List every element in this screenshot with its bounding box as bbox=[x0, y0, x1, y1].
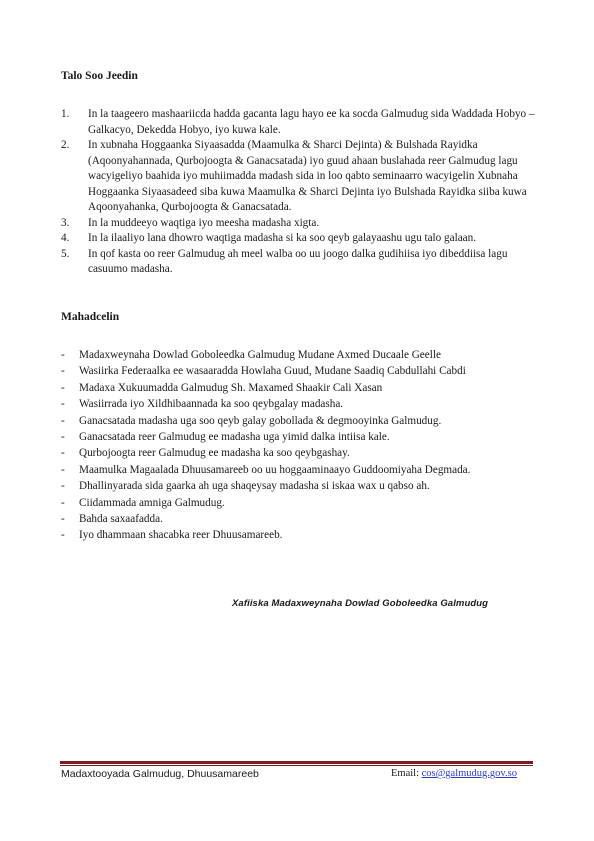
acknowledgements-list bbox=[61, 347, 536, 544]
list-item bbox=[61, 107, 536, 138]
item-text: Wasiirrada iyo Xildhibaannada ka soo qeybgalay madasha. bbox=[79, 398, 344, 411]
dash-bullet: - bbox=[61, 480, 65, 493]
item-text: Iyo dhammaan shacabka reer Dhuusamareeb. bbox=[79, 529, 283, 542]
section-title-acknowledgements: Mahadcelin bbox=[61, 311, 120, 323]
item-text: In la ilaaliyo lana dhowro waqtiga madasha si ka soo qeyb galayaashu ugu talo galaan. bbox=[88, 232, 477, 244]
footer-divider bbox=[60, 761, 533, 764]
email-link[interactable]: cos@galmudug.gov.so bbox=[421, 768, 517, 779]
item-text: Maamulka Magaalada Dhuusamareeb oo uu hoggaaminaayo Guddoomiyaha Degmada. bbox=[79, 463, 471, 476]
item-text: In la taageero mashaariicda hadda gacanta lagu hayo ee ka socda Galmudug sida Waddada Hobyo – Galkacyo, Dekedda Hobyo, iyo kuwa kale. bbox=[88, 108, 535, 136]
item-text: In xubnaha Hoggaanka Siyaasadda (Maamulka & Sharci Dejinta) & Bulshada Rayidka (Aqoonyahannada, Qurbojoogta & Ganacsatada) iyo guud ahaan buslahada reer Galmudug lagu wacyigeliyo baahida iyo muhiimadda madash sida in loo qabto seminaarro wacyigelin Xubnaha Hoggaanka Siyaasadeed siba kuwa Maamulka & Sharci Dejinta iyo Bulshada Rayidka siiba kuwa Aqoonyahanka, Qurbojoogta & Ganacsatada. bbox=[88, 139, 527, 213]
footer-email bbox=[391, 768, 517, 779]
signature-office: Xafiiska Madaxweynaha Dowlad Goboleedka Galmudug bbox=[232, 598, 489, 609]
item-text: In la muddeeyo waqtiga iyo meesha madasha xigta. bbox=[88, 216, 320, 229]
item-text: Dhallinyarada sida gaarka ah uga shaqeysay madasha si iskaa wax u qabso ah. bbox=[79, 480, 430, 493]
item-number: 2. bbox=[61, 139, 70, 151]
item-text: Ganacsatada madasha uga soo qeyb galay gobollada & degmooyinka Galmudug. bbox=[79, 414, 442, 427]
list-item bbox=[61, 413, 536, 429]
list-item bbox=[61, 138, 536, 216]
list-item bbox=[61, 478, 536, 494]
dash-bullet: - bbox=[61, 431, 65, 444]
list-item bbox=[61, 495, 536, 511]
item-number: 3. bbox=[61, 216, 70, 229]
item-text: Ciidammada amniga Galmudug. bbox=[79, 496, 225, 509]
list-item bbox=[61, 527, 536, 543]
recommendations-list bbox=[61, 107, 536, 278]
dash-bullet: - bbox=[61, 349, 65, 361]
list-item bbox=[61, 396, 536, 412]
item-number: 1. bbox=[61, 108, 70, 120]
list-item bbox=[61, 380, 536, 396]
item-text: Madaxweynaha Dowlad Goboleedka Galmudug Mudane Axmed Ducaale Geelle bbox=[79, 349, 441, 361]
list-item bbox=[61, 363, 536, 379]
list-item bbox=[61, 511, 536, 527]
item-text: Qurbojoogta reer Galmudug ee madasha ka soo qeybgashay. bbox=[79, 447, 350, 460]
dash-bullet: - bbox=[61, 365, 65, 378]
footer-address: Madaxtooyada Galmudug, Dhuusamareeb bbox=[61, 768, 259, 780]
item-text: Madaxa Xukuumadda Galmudug Sh. Maxamed Shaakir Cali Xasan bbox=[79, 381, 383, 394]
item-text: In qof kasta oo reer Galmudug ah meel walba oo uu joogo dalka gudihiisa iyo dibeddiisa lagu casuumo madasha. bbox=[88, 247, 508, 275]
item-text: Ganacsatada reer Galmudug ee madasha uga yimid dalka intiisa kale. bbox=[79, 431, 390, 444]
item-text: Bahda saxaafadda. bbox=[79, 513, 163, 526]
item-number: 5. bbox=[61, 247, 70, 260]
list-item bbox=[61, 429, 536, 445]
section-title-recommendations: Talo Soo Jeedin bbox=[61, 70, 138, 82]
email-label: Email: bbox=[391, 768, 419, 779]
list-item bbox=[61, 231, 536, 247]
list-item bbox=[61, 462, 536, 478]
dash-bullet: - bbox=[61, 447, 65, 460]
dash-bullet: - bbox=[61, 513, 65, 526]
list-item bbox=[61, 247, 536, 278]
dash-bullet: - bbox=[61, 529, 65, 542]
dash-bullet: - bbox=[61, 496, 65, 509]
list-item bbox=[61, 216, 536, 232]
list-item bbox=[61, 347, 536, 363]
item-text: Wasiirka Federaalka ee wasaaradda Howlaha Guud, Mudane Saadiq Cabdullahi Cabdi bbox=[79, 365, 466, 378]
footer-divider-thin bbox=[60, 765, 533, 766]
dash-bullet: - bbox=[61, 381, 65, 394]
dash-bullet: - bbox=[61, 398, 65, 411]
dash-bullet: - bbox=[61, 414, 65, 427]
item-number: 4. bbox=[61, 232, 70, 244]
list-item bbox=[61, 445, 536, 461]
dash-bullet: - bbox=[61, 463, 65, 476]
